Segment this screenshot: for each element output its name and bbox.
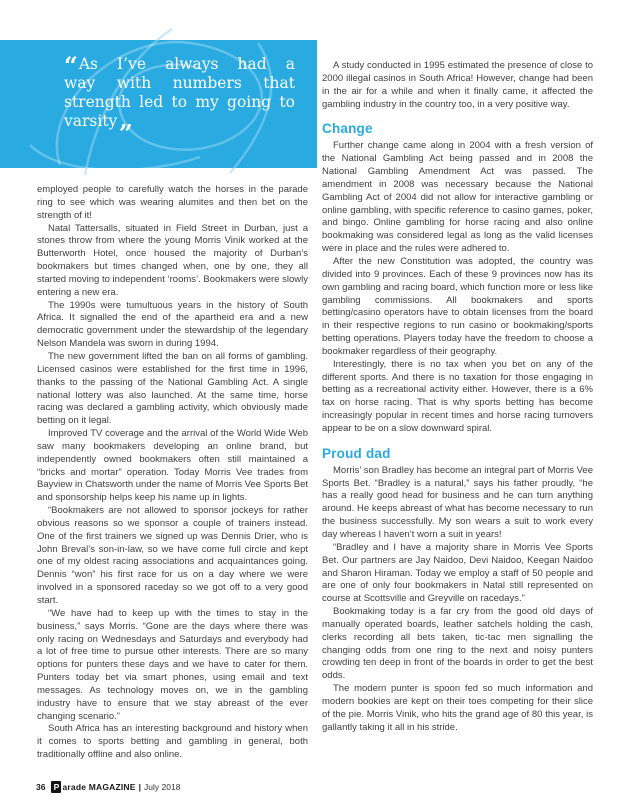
body-paragraph: The modern punter is spoon fed so much information and modern bookies are kept on their toes competing for their slice of the pie. Morris Vinik, who hits the grand age of 80 this year, is gallantly taking it all in his stride.	[322, 683, 593, 733]
body-paragraph: “Bookmakers are not allowed to sponsor jockeys for rather obvious reasons so we sponsor a couple of trainers instead. One of the first trainers we signed up was Dennis Drier, who is John Breval’s son-in-law, so we have come full circle and kept one of my oldest racing associations and acquaintances going. Dennis “won” his first race for us on a day where we were involved in a sponsored raceday so we got off to a very good start.	[37, 505, 308, 606]
left-column	[37, 184, 308, 762]
body-paragraph: The 1990s were tumultuous years in the history of South Africa. It signalled the end of the apartheid era and a new democratic government under the stewardship of the legendary Nelson Mandela was sworn in during 1994.	[37, 299, 308, 350]
section-heading: Change	[322, 121, 373, 137]
page-number: 36	[36, 782, 46, 792]
magazine-logo: P	[51, 781, 61, 793]
body-paragraph: employed people to carefully watch the horses in the parade ring to see which was wearing alumites and then bet on the strength of it!	[37, 184, 308, 221]
body-paragraph: Interestingly, there is no tax when you bet on any of the different sports. And there is no taxation for those engaging in betting as a recreational activity either. However, there is a 6% tax on horse racing. That is why sports betting has become increasingly popular in recent times and horse racing turnovers appear to be on a slow downward spiral.	[322, 358, 593, 434]
page-footer	[36, 780, 180, 794]
quote-line: “ As I’ve always had a	[64, 51, 295, 80]
pull-quote-box	[0, 40, 317, 168]
body-paragraph: South Africa has an interesting background and history when it comes to sports betting and gambling in general, both traditionally offline and also online.	[37, 723, 308, 761]
body-paragraph: The new government lifted the ban on all forms of gambling. Licensed casinos were established for the first time in 1996, thanks to the passing of the National Gambling Act. A single national lottery was also launched. At the same time, horse racing was declared a gambling activity, which obviously made betting on it legal.	[37, 350, 308, 427]
quote-line: varsity„	[64, 105, 132, 134]
magazine-name: arade MAGAZINE	[62, 782, 136, 792]
quote-line: way with numbers that	[64, 74, 295, 92]
body-paragraph: “Bradley and I have a majority share in Morris Vee Sports Bet. Our partners are Jay Naidoo, Devi Naidoo, Keegan Naidoo and Sharon Hiraman. Today we employ a staff of 50 people and are one of only four bookmakers in Natal still represented on course at Scottsville and Greyville on racedays.”	[322, 541, 593, 605]
body-paragraph: A study conducted in 1995 estimated the presence of close to 2000 illegal casinos in South Africa! However, change had been in the air for a while and when it finally came, it affected the gambling industry in the country too, in a very positive way.	[322, 60, 593, 110]
body-paragraph: Morris’ son Bradley has become an integral part of Morris Vee Sports Bet. “Bradley is a natural,” says his father proudly, “he has a really good head for business and he can turn anything around. He keeps abreast of what has become necessary to run the business successfully. My son wears a suit to work every day whereas I haven’t worn a suit in years!	[322, 464, 593, 540]
body-paragraph: Natal Tattersalls, situated in Field Street in Durban, just a stones throw from where the young Morris Vinik worked at the Butterworth Hotel, once housed the majority of Durban’s bookmakers but times changed when, one by one, they all started moving to independent ‘rooms’. Bookmakers were slowly entering a new era.	[37, 222, 308, 298]
body-paragraph: “We have had to keep up with the times to stay in the business,” says Morris. “Gone are the days where there was only racing on Wednesdays and Saturdays and everybody had a lot of free time to pursue other interests. There are so many options for punters these days and we have to cater for them. Punters today bet via smart phones, using email and text messages. As technology moves on, we in the gambling industry have to ensure that we stay abreast of the ever changing scenario.”	[37, 607, 308, 722]
body-paragraph: After the new Constitution was adopted, the country was divided into 9 provinces. Each of these 9 provinces now has its own gambling and racing board, which function more or less like gambling commissions. All bookmakers and sports betting/casino operators have to obtain licenses from the board in their respective regions to run casino or bookmaking/sports betting operations. Players today have the freedom to choose a bookmaker regardless of their geography.	[322, 255, 593, 357]
quote-line: strength led to my going to	[64, 93, 295, 111]
right-column	[322, 60, 593, 735]
body-paragraph: Improved TV coverage and the arrival of the World Wide Web saw many bookmakers developing an online brand, but independently owned bookmakers often still maintained a “bricks and mortar” operation. Today Morris Vee trades from Bayview in Chatsworth under the name of Morris Vee Sports Bet and sponsorship helps keep his name up in lights.	[37, 428, 308, 504]
open-quote-icon: “	[64, 51, 76, 80]
section-heading: Proud dad	[322, 445, 391, 461]
footer-separator: |	[138, 782, 142, 792]
pull-quote-text	[64, 51, 295, 134]
issue-date: July 2018	[144, 782, 181, 792]
body-paragraph: Further change came along in 2004 with a fresh version of the National Gambling Act being passed and in 2008 the National Gambling Amendment Act was passed. The amendment in 2008 was necessary because the National Gambling Act of 2004 did not allow for interactive gambling or online gambling, with specific reference to casino games, poker, and bingo. Online gambling for horse racing and also online bookmaking was considered legal as long as the valid licenses were in place and the rules were adhered to.	[322, 140, 593, 255]
body-paragraph: Bookmaking today is a far cry from the good old days of manually operated boards, leather satchels holding the cash, clerks recording all bets taken, tic-tac men signalling the changing odds from one ring to the next and noisy punters crowding ten deep in front of the boards in order to get the best odds.	[322, 606, 593, 682]
close-quote-icon: „	[119, 105, 132, 134]
